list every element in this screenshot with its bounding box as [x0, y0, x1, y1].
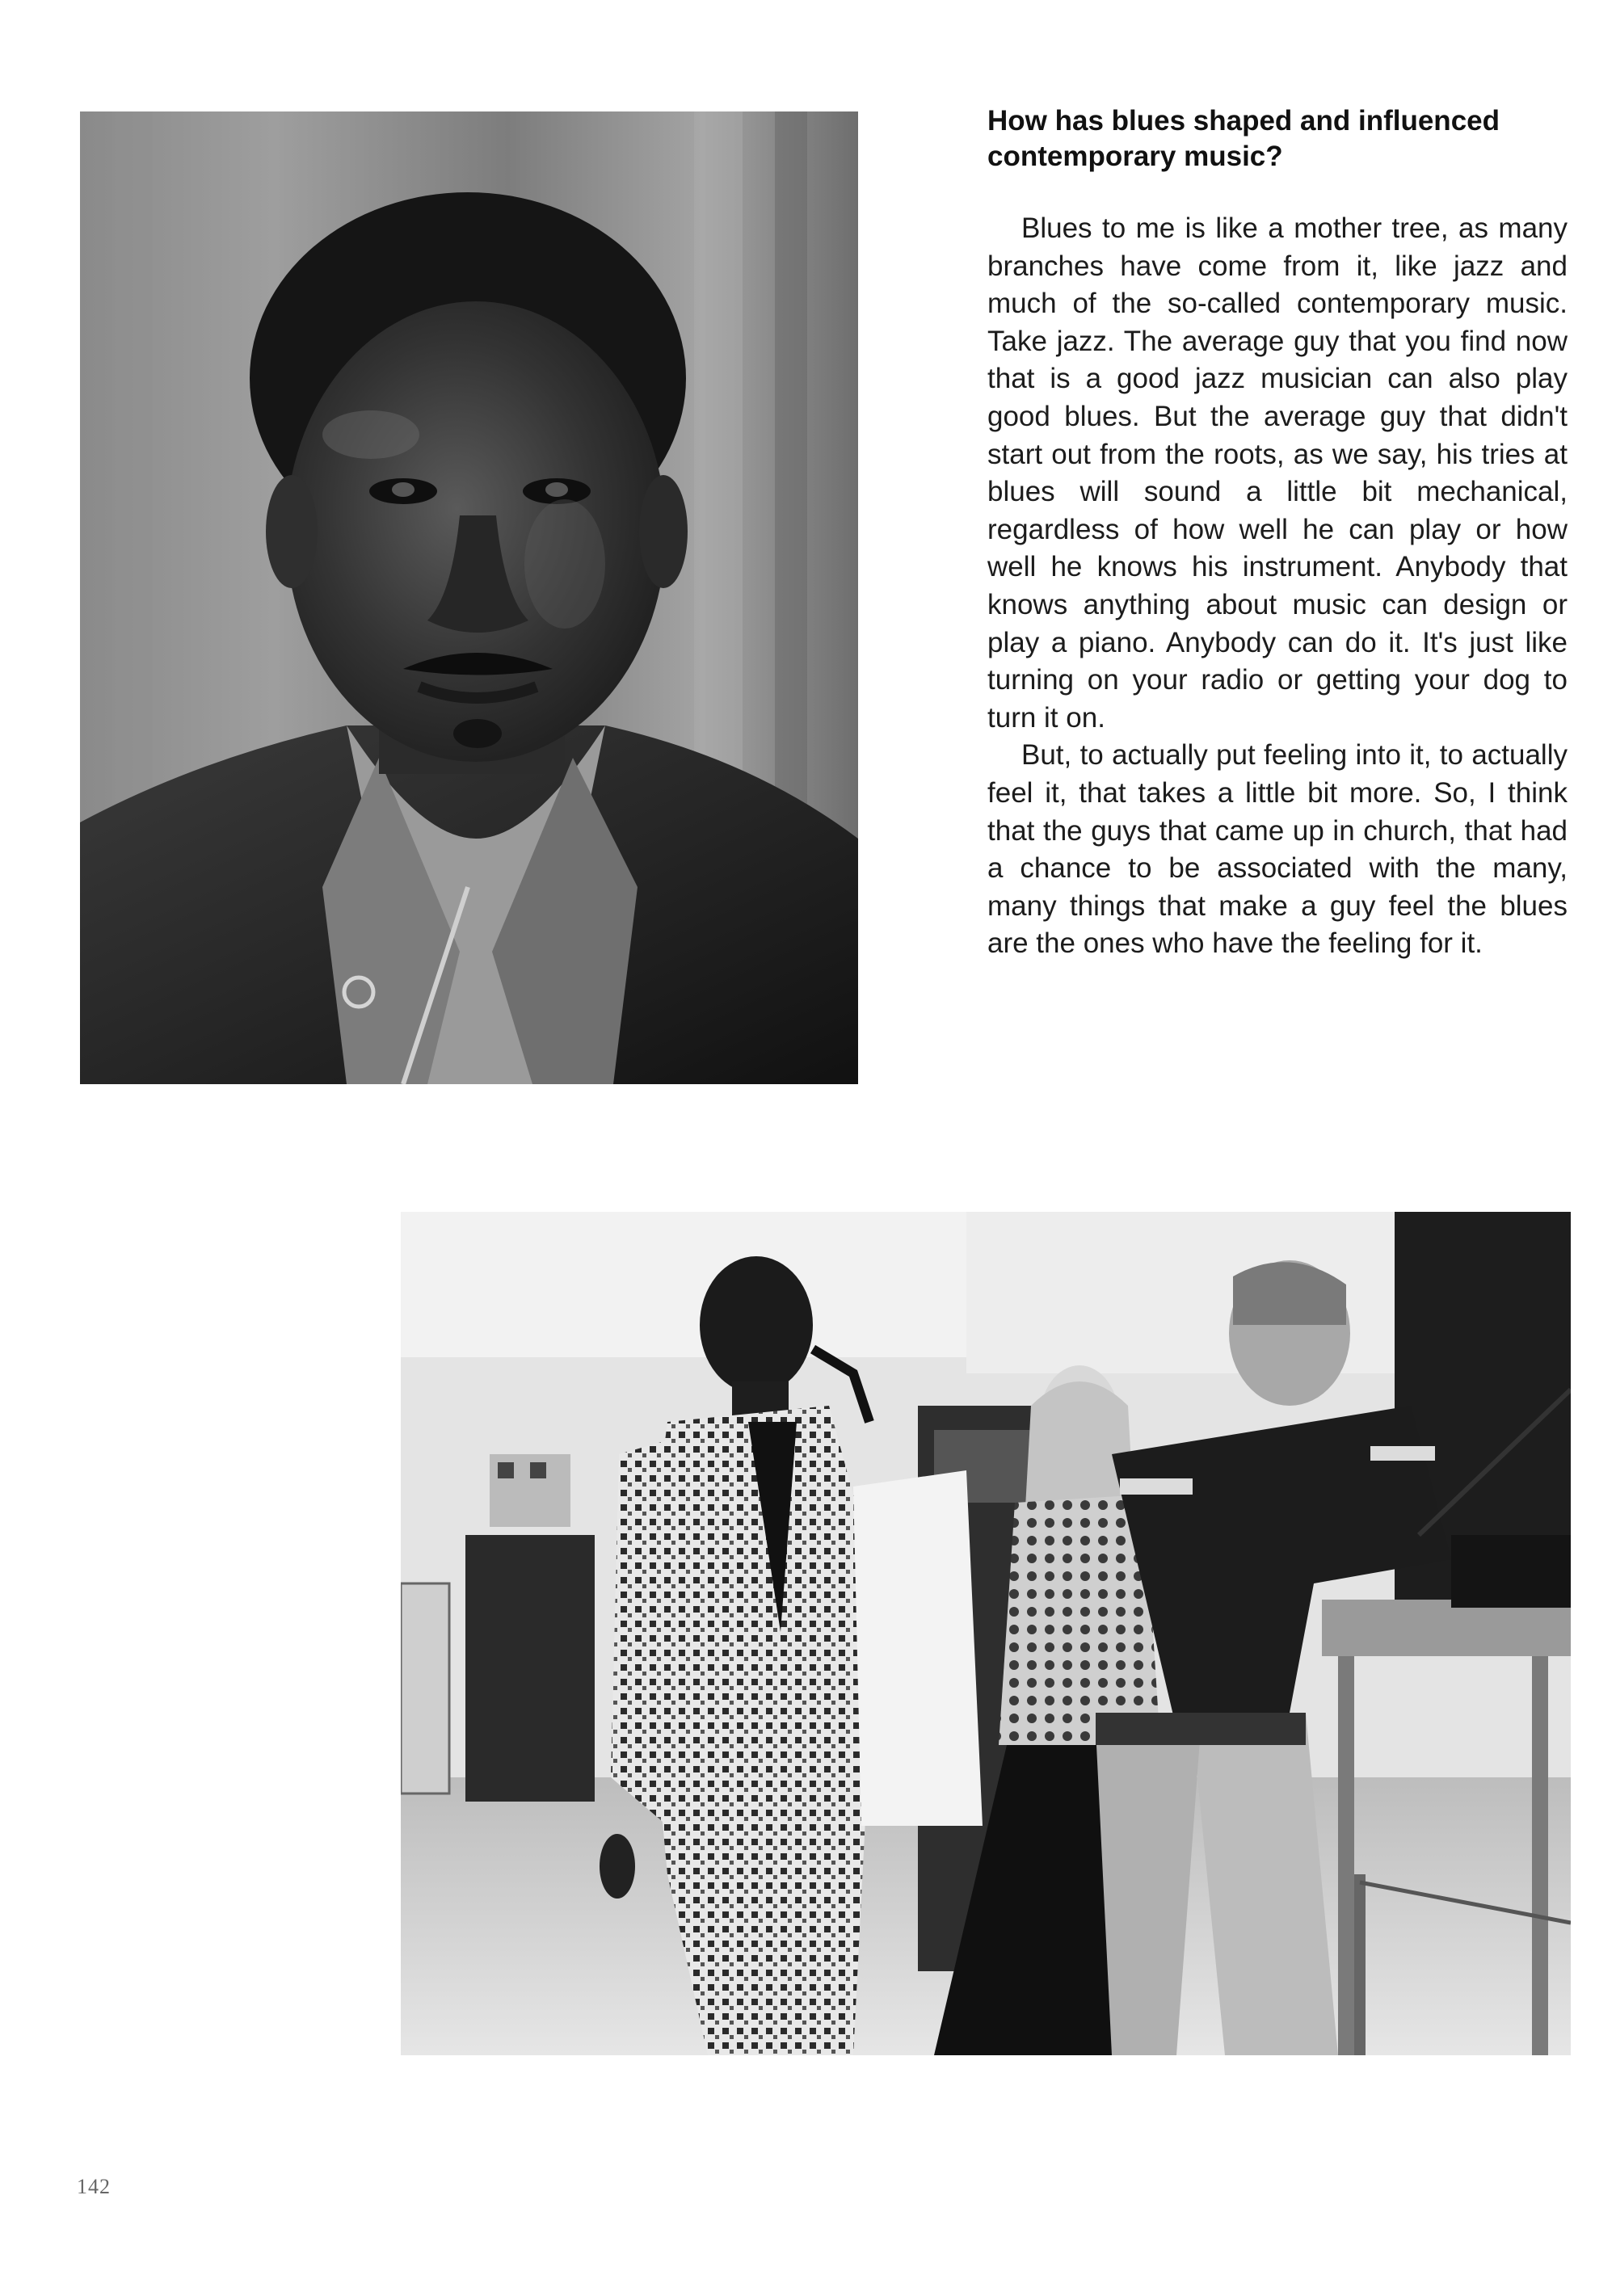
group-photo-drawing [401, 1212, 1571, 2055]
portrait-photo-drawing [80, 111, 858, 1084]
page-number: 142 [77, 2175, 111, 2198]
answer-paragraph-2: But, to actually put feeling into it, to actually feel it, that takes a little bit more. So, I think that the guys that came up in church, that had a chance to be associated with the many, many things that make a guy feel the blues are the ones who have the feeling for it. [987, 739, 1568, 960]
article-text-column [987, 103, 1568, 963]
answer-paragraph-1: Blues to me is like a mother tree, as many branches have come from it, like jazz and much of the so-called contemporary music. Take jazz. The average guy that you find now that is a good jazz musician can also play good blues. But the average guy that didn't start out from the roots, as we say, his tries at blues will sound a little bit mechanical, regardless of how well he can play or how well he knows his instrument. Anybody that knows anything about music can design or play a piano. Anybody can do it. It's just like turning on your radio or getting your dog to turn it on. [987, 212, 1568, 734]
portrait-photo [80, 111, 858, 1084]
interview-question: How has blues shaped and influenced contemporary music? [987, 105, 1500, 172]
group-photo [401, 1212, 1571, 2055]
